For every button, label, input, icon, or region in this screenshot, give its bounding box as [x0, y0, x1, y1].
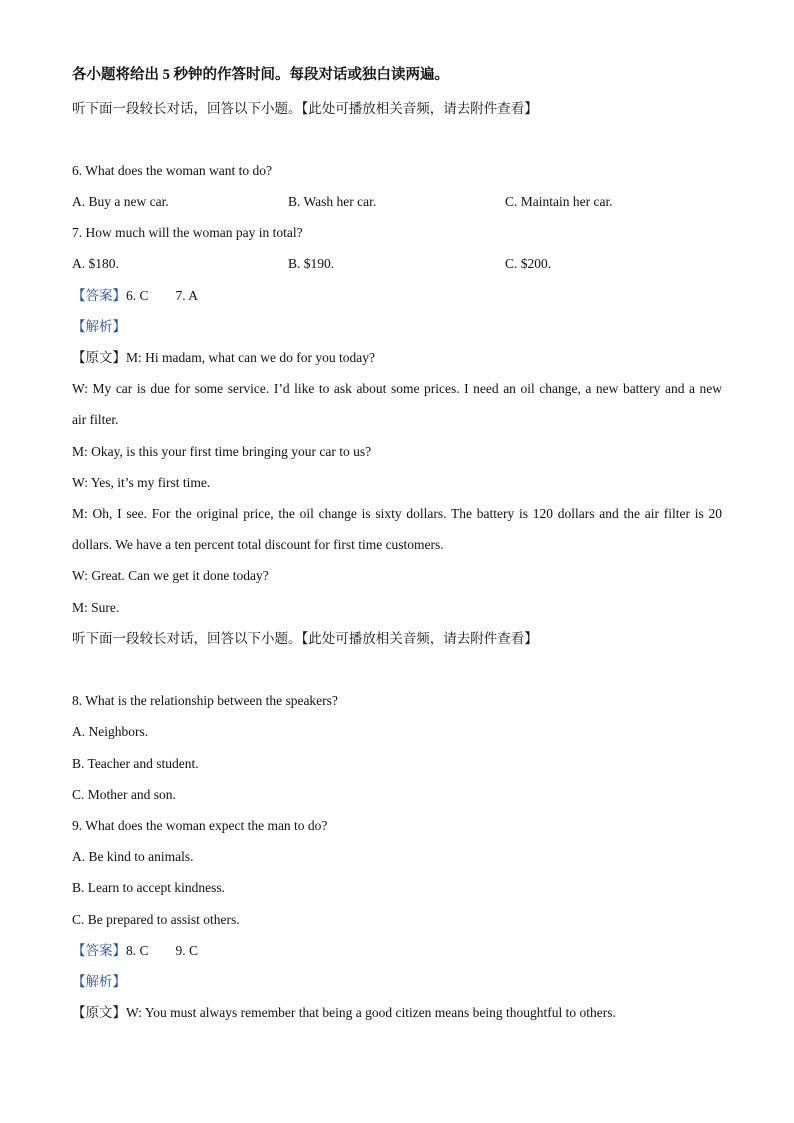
q8-option-b: B. Teacher and student. — [72, 756, 199, 771]
answer-text: 8. C 9. C — [126, 943, 199, 958]
q8-option-c: C. Mother and son. — [72, 787, 176, 802]
transcript-line-5: W: Yes, it’s my first time. — [72, 475, 211, 490]
original-tag: 【原文】 — [72, 1005, 126, 1020]
q8-option-a: A. Neighbors. — [72, 724, 149, 739]
q7-option-b: B. $190. — [288, 256, 335, 271]
transcript-line-8: W: Great. Can we get it done today? — [72, 568, 269, 583]
question-9: 9. What does the woman expect the man to do? — [72, 818, 328, 833]
transcript-line-9: M: Sure. — [72, 600, 120, 615]
transcript-line-6: M: Oh, I see. For the original price, the oil change is sixty dollars. The battery is 120 dollars and the air filter is 20 — [72, 506, 722, 521]
answer-tag: 【答案】 — [72, 943, 126, 958]
original-tag: 【原文】 — [72, 350, 126, 365]
q6-option-a: A. Buy a new car. — [72, 194, 169, 209]
transcript-line-4: M: Okay, is this your first time bringing your car to us? — [72, 444, 372, 459]
section-instruction: 各小题将给出 5 秒钟的作答时间。每段对话或独白读两遍。 — [72, 67, 449, 83]
transcript-text: M: Hi madam, what can we do for you today? — [126, 350, 375, 365]
answer-line-2 — [72, 942, 198, 960]
q6-option-c: C. Maintain her car. — [505, 194, 613, 209]
question-6: 6. What does the woman want to do? — [72, 163, 272, 178]
q9-option-c: C. Be prepared to assist others. — [72, 912, 240, 927]
question-7: 7. How much will the woman pay in total? — [72, 225, 303, 240]
q9-option-b: B. Learn to accept kindness. — [72, 880, 225, 895]
question-8: 8. What is the relationship between the speakers? — [72, 693, 338, 708]
q9-option-a: A. Be kind to animals. — [72, 849, 194, 864]
answer-text: 6. C 7. A — [126, 288, 199, 303]
transcript-line-7: dollars. We have a ten percent total discount for first time customers. — [72, 537, 444, 552]
transcript-line-2: W: My car is due for some service. I’d like to ask about some prices. I need an oil change, a new battery and a new — [72, 381, 722, 396]
transcript-line-1 — [72, 349, 375, 367]
listen-prompt-2: 听下面一段较长对话，回答以下小题。【此处可播放相关音频，请去附件查看】 — [72, 631, 538, 646]
q7-option-c: C. $200. — [505, 256, 552, 271]
answer-line-1 — [72, 287, 198, 305]
q6-option-b: B. Wash her car. — [288, 194, 377, 209]
transcript-text: W: You must always remember that being a good citizen means being thoughtful to others. — [126, 1005, 616, 1020]
analysis-tag: 【解析】 — [72, 319, 126, 334]
listen-prompt-1: 听下面一段较长对话，回答以下小题。【此处可播放相关音频，请去附件查看】 — [72, 101, 538, 116]
transcript-2-line-1 — [72, 1004, 616, 1022]
answer-tag: 【答案】 — [72, 288, 126, 303]
analysis-tag: 【解析】 — [72, 974, 126, 989]
transcript-line-3: air filter. — [72, 412, 119, 427]
q7-option-a: A. $180. — [72, 256, 119, 271]
